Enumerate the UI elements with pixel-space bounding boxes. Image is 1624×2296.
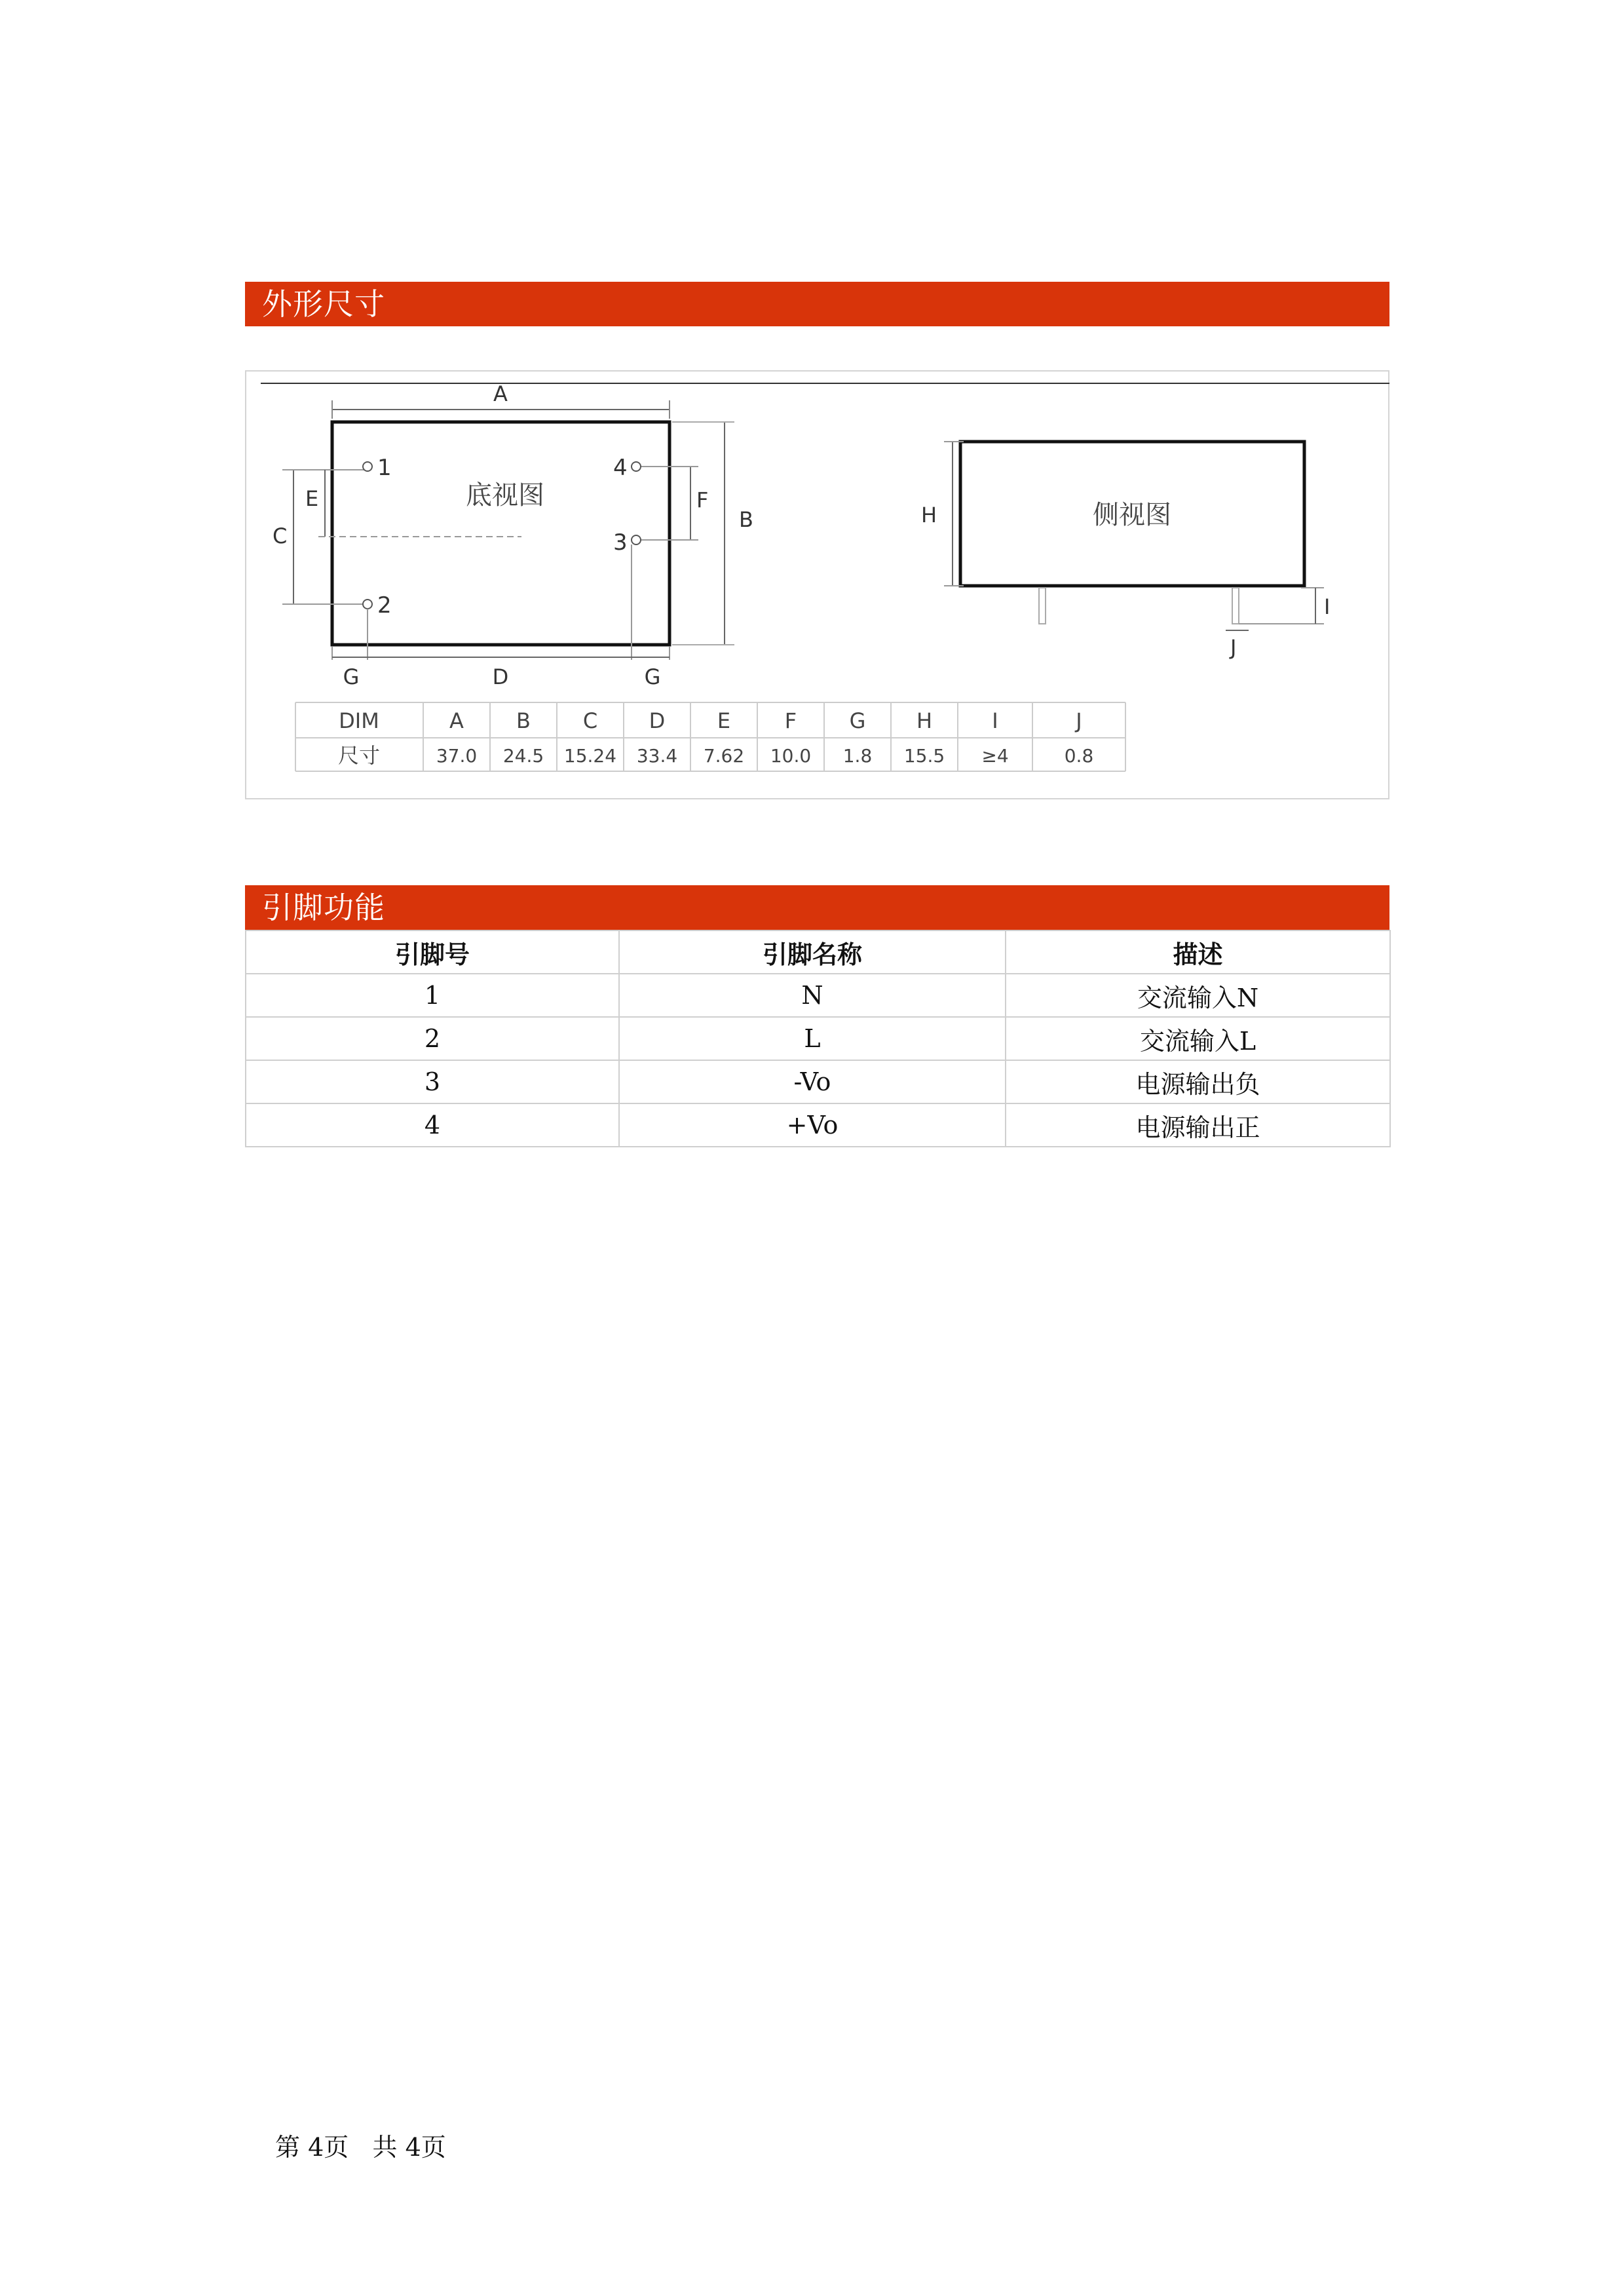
- dim-table-row-label-dim: DIM: [339, 708, 379, 733]
- dim-table-header: F: [784, 708, 797, 733]
- section-header-dimensions: 外形尺寸: [245, 282, 1389, 326]
- page-footer: 第 4页 共 4页: [275, 2133, 446, 2162]
- dim-table-value: 1.8: [842, 745, 873, 767]
- dim-table-value: 15.24: [563, 745, 617, 767]
- dim-table-value: 33.4: [636, 745, 678, 767]
- dim-table-header: A: [449, 708, 464, 733]
- pin-function-table: [245, 930, 1391, 1147]
- dim-table-value: 15.5: [903, 745, 945, 767]
- pin-number-cell: 3: [246, 1060, 619, 1103]
- pin-name-cell: +Vo: [619, 1103, 1006, 1147]
- dim-table-header: H: [916, 708, 933, 733]
- table-row: [246, 1103, 1390, 1147]
- dimension-figure: [245, 370, 1389, 799]
- dim-table-value: 10.0: [770, 745, 812, 767]
- pin-description-cell: 电源输出负: [1006, 1060, 1390, 1103]
- table-row: [246, 1017, 1390, 1060]
- dimension-drawing: [246, 372, 1391, 801]
- dim-table-value: 0.8: [1064, 745, 1094, 767]
- pin-name-cell: -Vo: [619, 1060, 1006, 1103]
- pin-description-cell: 交流输入L: [1006, 1017, 1390, 1060]
- dim-table-value: 24.5: [502, 745, 544, 767]
- bottom-view-label: 底视图: [466, 480, 544, 510]
- dim-table-header: C: [582, 708, 598, 733]
- dim-table-header: D: [649, 708, 666, 733]
- pin-2-label: 2: [377, 592, 392, 619]
- pin-2-marker: [363, 600, 372, 609]
- dim-table: [295, 702, 1125, 771]
- dim-table-value: 7.62: [703, 745, 745, 767]
- side-pin-right: [1232, 588, 1239, 624]
- table-header-row: [246, 930, 1390, 974]
- pin-number-cell: 4: [246, 1103, 619, 1147]
- dim-letter-i: I: [1324, 594, 1331, 619]
- dim-letter-h: H: [921, 503, 937, 527]
- dim-table-value: 37.0: [436, 745, 478, 767]
- pin-number-cell: 2: [246, 1017, 619, 1060]
- dim-letter-d: D: [492, 664, 509, 689]
- pin-description-cell: 电源输出正: [1006, 1103, 1390, 1147]
- pin-1-marker: [363, 462, 372, 471]
- pin-name-cell: N: [619, 974, 1006, 1017]
- table-row: [246, 1060, 1390, 1103]
- section-header-pin-function: 引脚功能: [245, 885, 1389, 930]
- dim-table-header: I: [992, 708, 998, 733]
- dim-letter-b: B: [739, 507, 753, 532]
- dim-table-header: B: [516, 708, 531, 733]
- dim-letter-a: A: [493, 381, 508, 406]
- table-row: [246, 974, 1390, 1017]
- pin-1-label: 1: [377, 455, 392, 481]
- pin-number-cell: 1: [246, 974, 619, 1017]
- column-header-pin-number: 引脚号: [246, 930, 619, 974]
- pin-4-label: 4: [613, 455, 628, 481]
- side-pin-left: [1039, 588, 1046, 624]
- dim-letter-e: E: [305, 486, 319, 511]
- dim-table-value: ≥4: [981, 745, 1009, 767]
- dim-letter-j: J: [1230, 635, 1237, 660]
- dim-letter-g-right: G: [644, 664, 661, 689]
- dim-table-header: E: [717, 708, 731, 733]
- pin-name-cell: L: [619, 1017, 1006, 1060]
- dim-table-row-label-size: 尺寸: [337, 743, 381, 768]
- pin-description-cell: 交流输入N: [1006, 974, 1390, 1017]
- dim-letter-f: F: [696, 488, 709, 512]
- column-header-description: 描述: [1006, 930, 1390, 974]
- pin-3-label: 3: [613, 529, 628, 556]
- column-header-pin-name: 引脚名称: [619, 930, 1006, 974]
- dim-letter-c: C: [273, 524, 288, 548]
- pin-3-marker: [632, 535, 641, 545]
- dim-letter-g-left: G: [343, 664, 360, 689]
- pin-4-marker: [632, 462, 641, 471]
- dim-table-header: J: [1076, 708, 1082, 733]
- side-view-label: 侧视图: [1093, 500, 1171, 530]
- dim-table-header: G: [849, 708, 866, 733]
